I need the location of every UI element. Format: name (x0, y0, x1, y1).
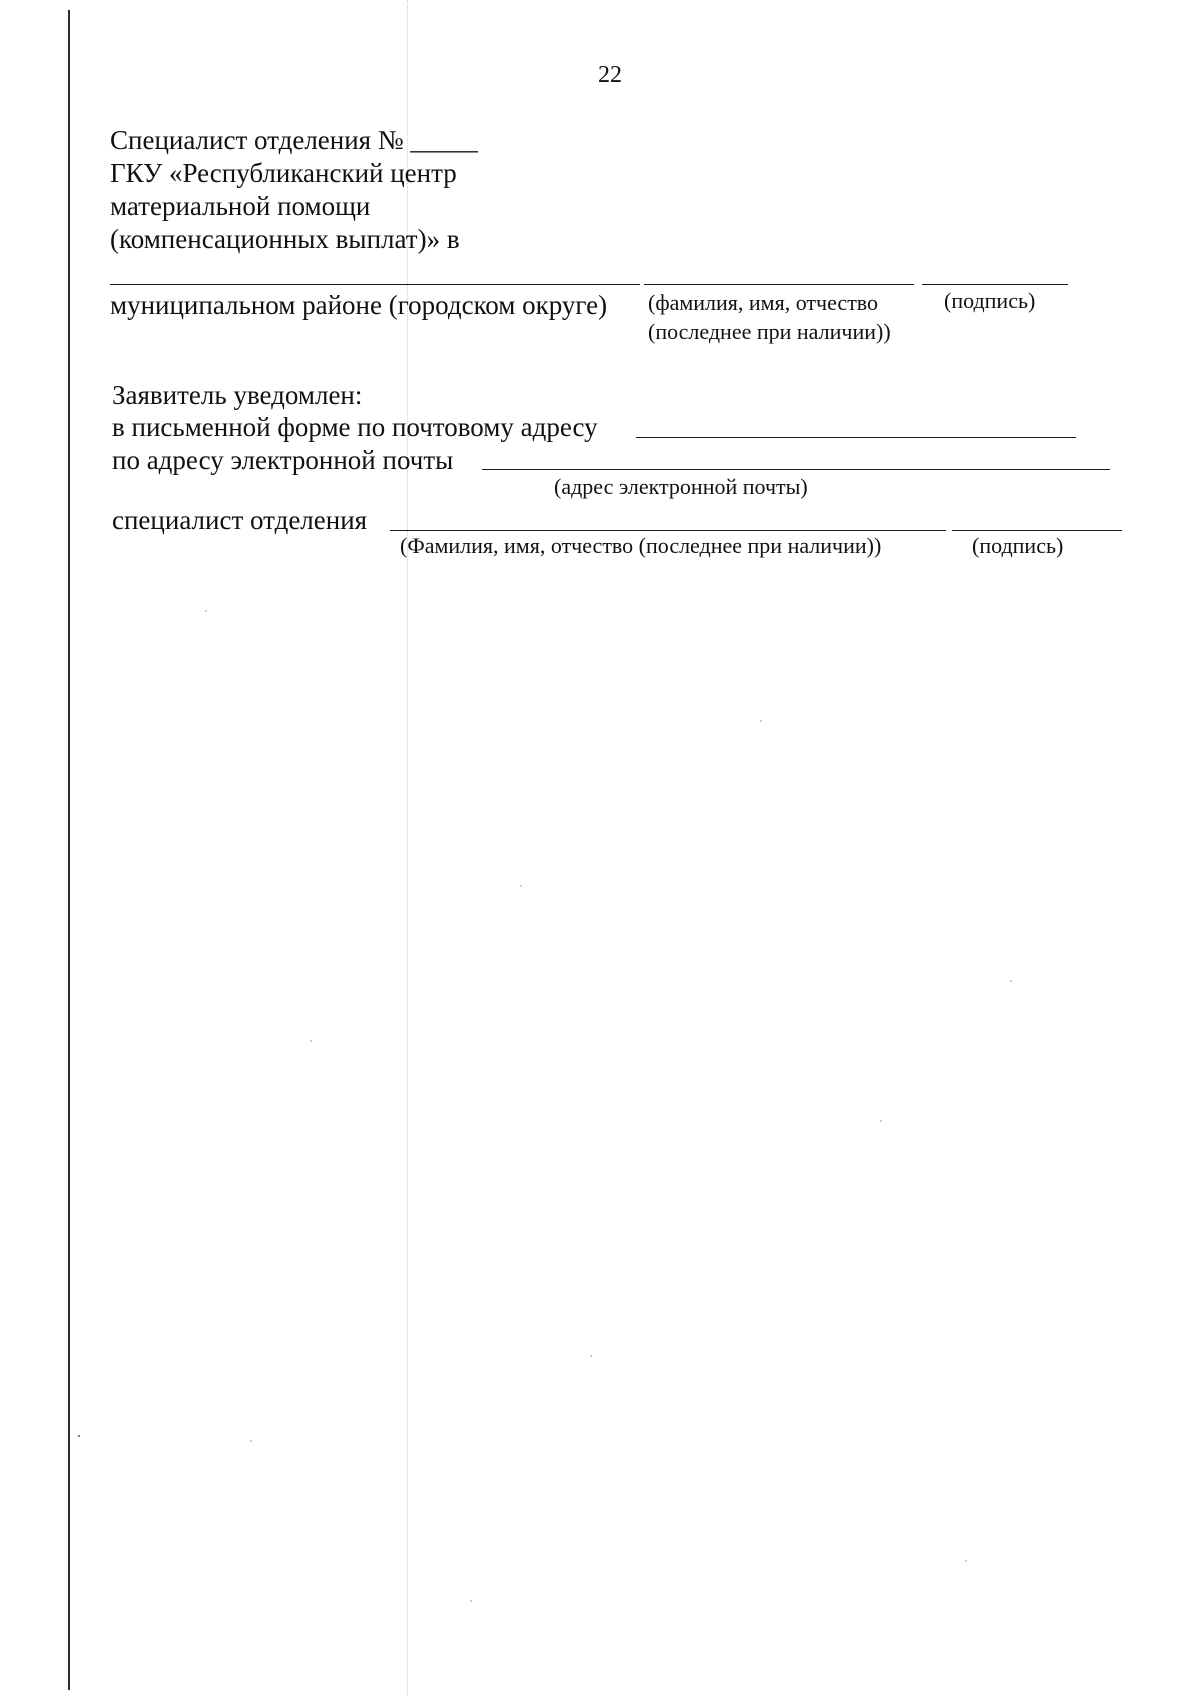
page-number: 22 (598, 62, 622, 88)
specialist-signature-line[interactable] (952, 530, 1122, 531)
specialist-label: специалист отделения (112, 505, 368, 535)
email-address-line[interactable] (482, 469, 1110, 470)
scan-left-edge (68, 10, 70, 1690)
name-caption-2: (последнее при наличии)) (648, 319, 891, 344)
name-caption-1: (фамилия, имя, отчество (648, 290, 879, 315)
district-label: муниципальном районе (городском округе) (110, 290, 608, 320)
district-blank-line[interactable] (110, 284, 640, 285)
signature-blank-line[interactable] (922, 284, 1068, 285)
signature-caption: (подпись) (944, 288, 1036, 313)
specialist-signature-caption: (подпись) (972, 533, 1064, 558)
email-label: по адресу электронной почты (112, 445, 454, 475)
page-fold-line (407, 0, 409, 1696)
specialist-line-2: ГКУ «Республиканский центр (110, 158, 457, 188)
notified-title: Заявитель уведомлен: (112, 380, 363, 410)
specialist-name-caption: (Фамилия, имя, отчество (последнее при наличии)) (400, 533, 882, 558)
specialist-name-line[interactable] (390, 530, 946, 531)
specialist-line-3: материальной помощи (110, 191, 371, 221)
name-blank-line[interactable] (644, 284, 914, 285)
specialist-line-1: Специалист отделения № _____ (110, 125, 478, 155)
specialist-line-4: (компенсационных выплат)» в (110, 224, 460, 254)
postal-label: в письменной форме по почтовому адресу (112, 412, 598, 442)
email-caption: (адрес электронной почты) (554, 474, 808, 499)
postal-address-line[interactable] (636, 437, 1076, 438)
